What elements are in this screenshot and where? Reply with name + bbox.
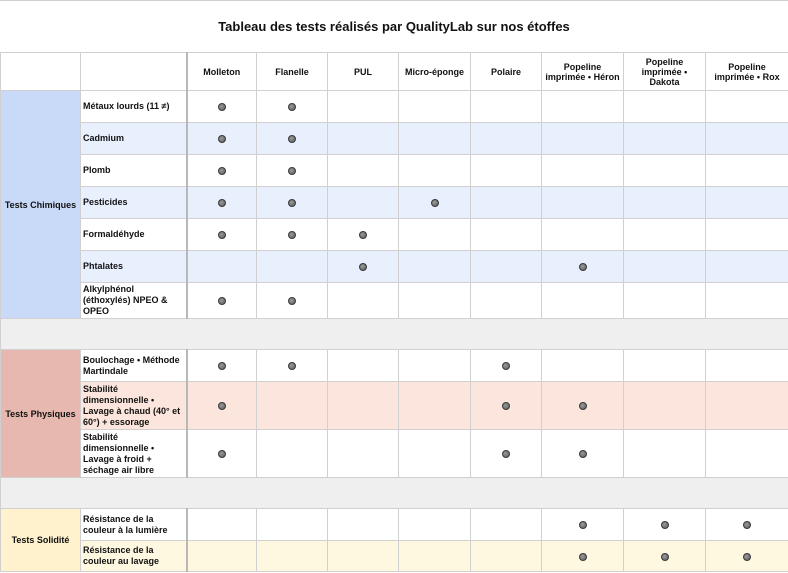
check-cell: [706, 123, 788, 155]
check-cell: [471, 219, 542, 251]
check-dot-icon: [579, 521, 587, 529]
check-cell: [257, 123, 328, 155]
column-header: Molleton: [187, 53, 257, 91]
table-row: [1, 155, 788, 187]
check-cell: [542, 123, 624, 155]
check-cell: [471, 541, 542, 572]
check-cell: [706, 251, 788, 283]
table-row: [1, 541, 788, 572]
check-cell: [328, 187, 399, 219]
check-cell: [328, 91, 399, 123]
test-label: Alkylphénol (éthoxylés) NPEO & OPEO: [81, 283, 187, 319]
check-cell: [706, 219, 788, 251]
check-cell: [257, 509, 328, 541]
check-dot-icon: [218, 103, 226, 111]
test-label: Cadmium: [81, 123, 187, 155]
check-cell: [257, 541, 328, 572]
check-cell: [706, 382, 788, 430]
check-cell: [542, 382, 624, 430]
check-dot-icon: [359, 263, 367, 271]
separator-cell: [1, 478, 788, 509]
column-header: Micro-éponge: [399, 53, 471, 91]
table-row: [1, 123, 788, 155]
check-cell: [399, 430, 471, 478]
column-header: Flanelle: [257, 53, 328, 91]
check-dot-icon: [288, 135, 296, 143]
check-dot-icon: [502, 402, 510, 410]
check-dot-icon: [431, 199, 439, 207]
check-cell: [399, 382, 471, 430]
check-cell: [399, 541, 471, 572]
check-dot-icon: [743, 553, 751, 561]
group-label: Tests Chimiques: [1, 91, 81, 319]
check-dot-icon: [218, 450, 226, 458]
check-cell: [542, 251, 624, 283]
tests-table: [0, 52, 788, 572]
check-cell: [471, 187, 542, 219]
check-cell: [471, 350, 542, 382]
check-cell: [187, 123, 257, 155]
test-label: Résistance de la couleur au lavage: [81, 541, 187, 572]
test-label: Phtalates: [81, 251, 187, 283]
check-dot-icon: [288, 297, 296, 305]
check-cell: [471, 509, 542, 541]
check-cell: [187, 509, 257, 541]
check-cell: [399, 350, 471, 382]
check-cell: [187, 382, 257, 430]
check-cell: [328, 382, 399, 430]
check-cell: [399, 251, 471, 283]
check-dot-icon: [579, 553, 587, 561]
check-cell: [706, 541, 788, 572]
test-label: Stabilité dimensionnelle • Lavage à froid + séchage air libre: [81, 430, 187, 478]
check-cell: [624, 430, 706, 478]
check-cell: [706, 350, 788, 382]
check-cell: [542, 541, 624, 572]
check-dot-icon: [579, 450, 587, 458]
check-cell: [624, 219, 706, 251]
check-cell: [706, 430, 788, 478]
group-separator: [1, 478, 788, 509]
column-header: Popeline imprimée • Dakota: [624, 53, 706, 91]
check-dot-icon: [661, 521, 669, 529]
table-row: [1, 283, 788, 319]
table-row: [1, 187, 788, 219]
check-dot-icon: [502, 450, 510, 458]
check-cell: [328, 219, 399, 251]
check-cell: [257, 430, 328, 478]
check-cell: [624, 155, 706, 187]
check-cell: [624, 509, 706, 541]
check-dot-icon: [218, 135, 226, 143]
check-dot-icon: [579, 263, 587, 271]
check-cell: [187, 187, 257, 219]
check-cell: [187, 430, 257, 478]
check-dot-icon: [218, 362, 226, 370]
check-cell: [187, 91, 257, 123]
check-cell: [328, 123, 399, 155]
check-cell: [471, 382, 542, 430]
test-label: Boulochage • Méthode Martindale: [81, 350, 187, 382]
check-dot-icon: [218, 199, 226, 207]
check-cell: [624, 382, 706, 430]
page-title: Tableau des tests réalisés par QualityLab sur nos étoffes: [218, 18, 570, 34]
test-label: Métaux lourds (11 ≠): [81, 91, 187, 123]
check-dot-icon: [661, 553, 669, 561]
table-row: [1, 509, 788, 541]
column-header: Popeline imprimée • Héron: [542, 53, 624, 91]
check-cell: [706, 91, 788, 123]
check-cell: [624, 251, 706, 283]
check-dot-icon: [218, 231, 226, 239]
check-dot-icon: [502, 362, 510, 370]
test-label: Pesticides: [81, 187, 187, 219]
check-dot-icon: [218, 402, 226, 410]
check-dot-icon: [218, 167, 226, 175]
check-cell: [542, 187, 624, 219]
group-label: Tests Physiques: [1, 350, 81, 478]
check-cell: [257, 350, 328, 382]
check-cell: [542, 219, 624, 251]
header-corner-label: [81, 53, 187, 91]
check-cell: [542, 430, 624, 478]
table-row: [1, 382, 788, 430]
check-cell: [328, 430, 399, 478]
check-cell: [542, 155, 624, 187]
test-label: Stabilité dimensionnelle • Lavage à chaud (40° et 60°) + essorage: [81, 382, 187, 430]
check-cell: [471, 283, 542, 319]
check-cell: [471, 430, 542, 478]
table-row: [1, 219, 788, 251]
check-cell: [328, 509, 399, 541]
check-cell: [624, 187, 706, 219]
check-cell: [328, 251, 399, 283]
check-cell: [706, 509, 788, 541]
check-cell: [257, 251, 328, 283]
check-cell: [399, 91, 471, 123]
test-label: Résistance de la couleur à la lumière: [81, 509, 187, 541]
check-dot-icon: [288, 362, 296, 370]
table-row: [1, 251, 788, 283]
check-cell: [624, 123, 706, 155]
check-cell: [257, 187, 328, 219]
check-dot-icon: [359, 231, 367, 239]
check-cell: [328, 155, 399, 187]
column-header: Popeline imprimée • Rox: [706, 53, 788, 91]
check-dot-icon: [579, 402, 587, 410]
header-row: [1, 53, 788, 91]
check-cell: [542, 91, 624, 123]
check-cell: [187, 350, 257, 382]
check-cell: [542, 283, 624, 319]
check-cell: [471, 91, 542, 123]
check-cell: [187, 251, 257, 283]
check-cell: [399, 123, 471, 155]
group-label: Tests Solidité: [1, 509, 81, 572]
check-cell: [187, 283, 257, 319]
check-cell: [624, 283, 706, 319]
check-cell: [706, 187, 788, 219]
check-dot-icon: [288, 231, 296, 239]
check-cell: [624, 541, 706, 572]
check-cell: [257, 91, 328, 123]
column-header: Polaire: [471, 53, 542, 91]
check-cell: [257, 155, 328, 187]
header-corner: [1, 53, 81, 91]
check-cell: [542, 509, 624, 541]
check-cell: [328, 283, 399, 319]
check-cell: [399, 219, 471, 251]
check-cell: [328, 541, 399, 572]
check-cell: [706, 155, 788, 187]
check-cell: [471, 155, 542, 187]
check-cell: [187, 541, 257, 572]
check-cell: [399, 155, 471, 187]
check-dot-icon: [288, 199, 296, 207]
check-cell: [187, 219, 257, 251]
check-cell: [399, 187, 471, 219]
check-cell: [257, 283, 328, 319]
table-row: [1, 430, 788, 478]
check-dot-icon: [288, 167, 296, 175]
check-cell: [624, 350, 706, 382]
check-cell: [328, 350, 399, 382]
check-cell: [399, 509, 471, 541]
table-row: [1, 350, 788, 382]
table-row: [1, 91, 788, 123]
check-dot-icon: [743, 521, 751, 529]
separator-cell: [1, 319, 788, 350]
check-cell: [257, 382, 328, 430]
column-header: PUL: [328, 53, 399, 91]
check-cell: [399, 283, 471, 319]
test-label: Plomb: [81, 155, 187, 187]
test-label: Formaldéhyde: [81, 219, 187, 251]
check-cell: [624, 91, 706, 123]
check-cell: [187, 155, 257, 187]
check-dot-icon: [218, 297, 226, 305]
group-separator: [1, 319, 788, 350]
check-dot-icon: [288, 103, 296, 111]
check-cell: [471, 123, 542, 155]
check-cell: [706, 283, 788, 319]
check-cell: [257, 219, 328, 251]
check-cell: [542, 350, 624, 382]
check-cell: [471, 251, 542, 283]
